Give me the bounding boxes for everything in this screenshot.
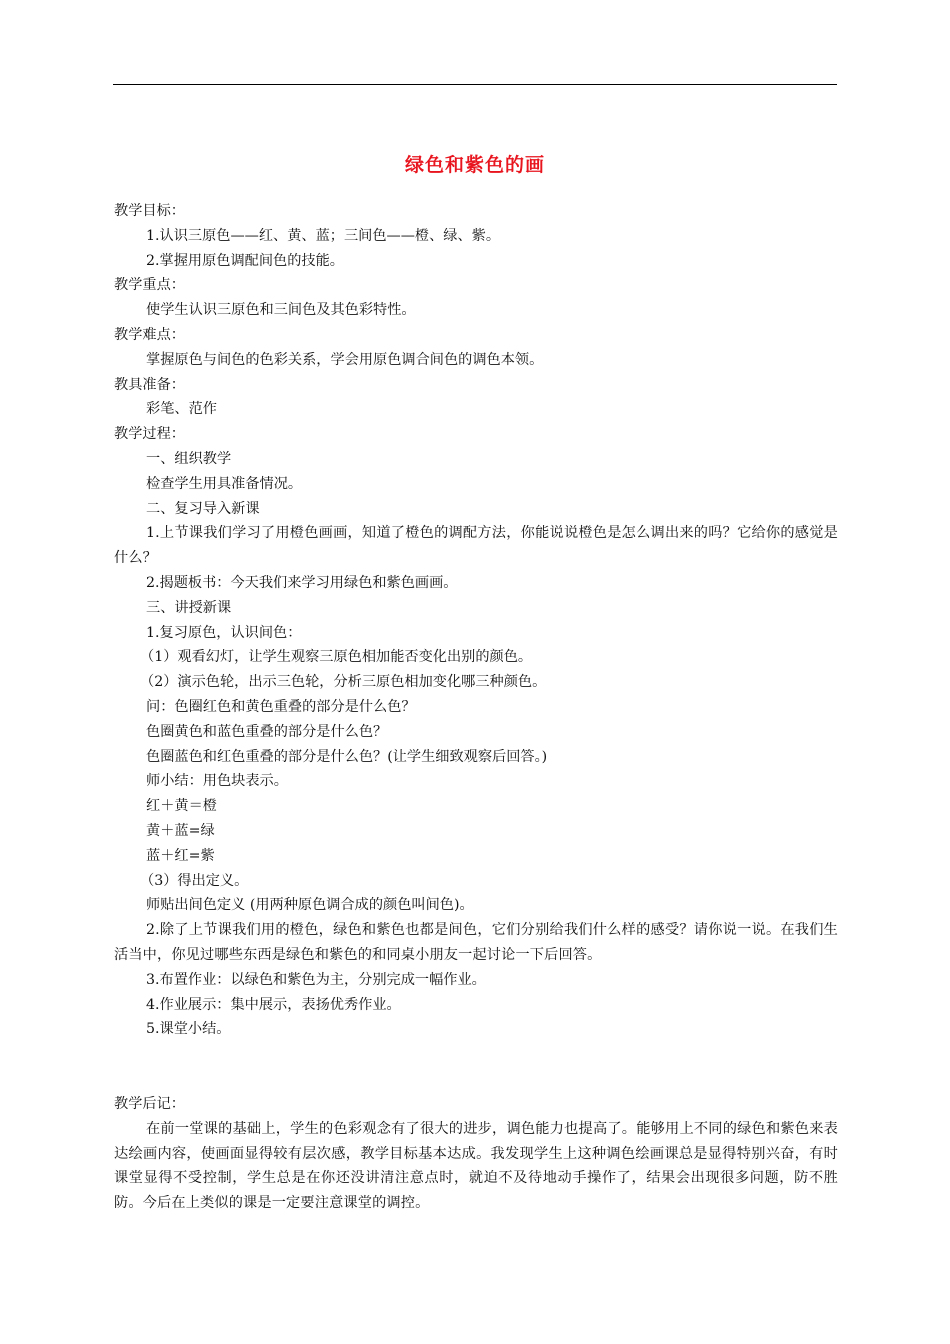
text-line: 使学生认识三原色和三间色及其色彩特性。: [146, 302, 416, 319]
text-line: 3.布置作业：以绿色和紫色为主，分别完成一幅作业。: [146, 971, 486, 988]
text-line: 1.复习原色，认识间色：: [146, 624, 302, 641]
text-line: 蓝＋红=紫: [146, 847, 215, 864]
section-heading: 教学难点：: [114, 326, 185, 343]
paragraph: 2.除了上节课我们用的橙色，绿色和紫色也都是间色，它们分别给我们什么样的感受？请你说一说。在我们生活当中，你见过哪些东西是绿色和紫色的和同桌小朋友一起讨论一下后回答。: [114, 922, 838, 963]
text-line: 1.认识三原色——红、黄、蓝；三间色——橙、绿、紫。: [146, 227, 501, 244]
text-line: 色圈蓝色和红色重叠的部分是什么色？(让学生细致观察后回答。): [146, 748, 548, 765]
text-line: 掌握原色与间色的色彩关系，学会用原色调合间色的调色本领。: [146, 351, 544, 368]
spacer: [114, 1042, 838, 1092]
text-line: （2）演示色轮，出示三色轮，分析三原色相加变化哪三种颜色。: [140, 674, 547, 691]
section-heading: 教学目标：: [114, 203, 185, 219]
section-heading: 教具准备：: [114, 376, 185, 393]
text-line: （1）观看幻灯，让学生观察三原色相加能否变化出别的颜色。: [140, 649, 533, 666]
section-heading: 教学重点：: [114, 277, 185, 294]
text-line: 红＋黄＝橙: [146, 798, 217, 815]
document-body: [114, 199, 838, 1216]
text-line: 师小结：用色块表示。: [146, 773, 288, 790]
text-line: 2.掌握用原色调配间色的技能。: [146, 252, 344, 269]
text-line: 5.课堂小结。: [146, 1021, 231, 1038]
paragraph: 1.上节课我们学习了用橙色画画，知道了橙色的调配方法，你能说说橙色是怎么调出来的吗？它给你的感觉是什么？: [114, 525, 838, 567]
section-heading: 教学后记：: [114, 1096, 185, 1113]
text-line: 4.作业展示：集中展示，表扬优秀作业。: [146, 996, 401, 1013]
text-line: 三、讲授新课: [146, 599, 232, 616]
text-line: 一、组织教学: [146, 450, 232, 467]
paragraph: 在前一堂课的基础上，学生的色彩观念有了很大的进步，调色能力也提高了。能够用上不同的绿色和紫色来表达绘画内容，使画面显得较有层次感，教学目标基本达成。我发现学生上这种调色绘画课总是显得特别兴奋，有时课堂显得不受控制，学生总是在你还没讲清注意点时，就迫不及待地动手操作了，结果会出现很多问题，防不胜防。今后在上类似的课是一定要注意课堂的调控。: [114, 1120, 838, 1212]
text-line: 黄＋蓝=绿: [146, 822, 215, 839]
text-line: 检查学生用具准备情况。: [146, 475, 303, 492]
text-line: 师贴出间色定义 (用两种原色调合成的颜色叫间色)。: [146, 897, 474, 914]
text-line: （3）得出定义。: [140, 872, 249, 889]
page-title: 绿色和紫色的画: [404, 154, 545, 176]
header-rule: [113, 84, 837, 85]
text-line: 彩笔、范作: [146, 401, 217, 418]
text-line: 2.揭题板书：今天我们来学习用绿色和紫色画画。: [146, 574, 458, 591]
section-heading: 教学过程：: [114, 426, 185, 443]
text-line: 二、复习导入新课: [146, 500, 260, 517]
text-line: 问：色圈红色和黄色重叠的部分是什么色？: [146, 698, 416, 715]
text-line: 色圈黄色和蓝色重叠的部分是什么色？: [146, 723, 388, 740]
